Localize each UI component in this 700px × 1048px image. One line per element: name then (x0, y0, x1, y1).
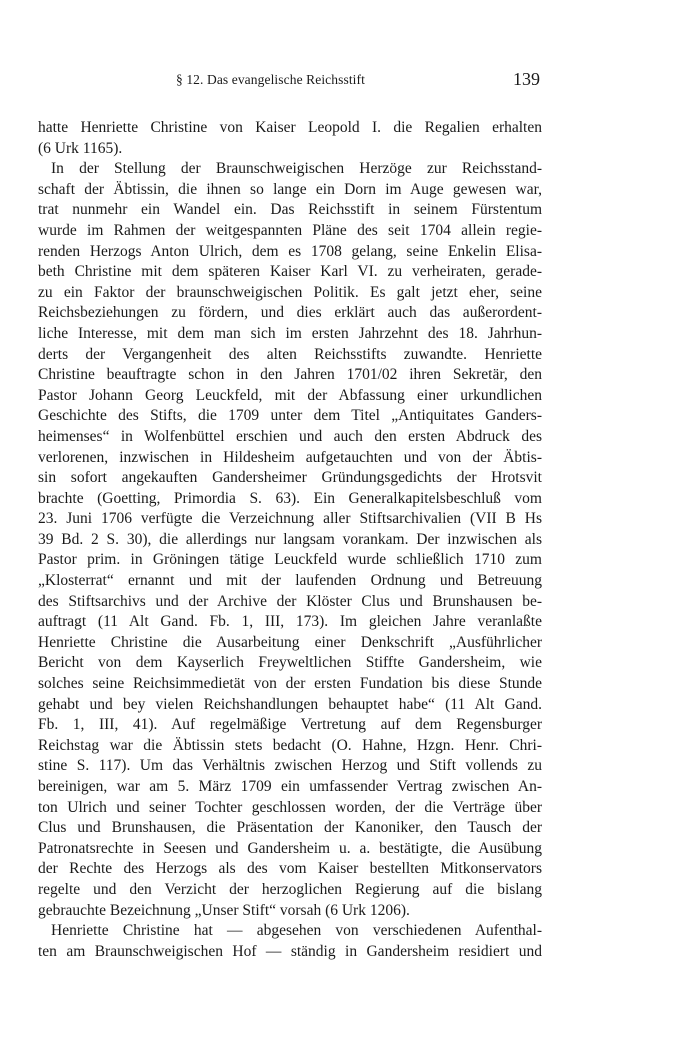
text-line: heimenses“ in Wolfenbüttel erschien und auch den ersten Abdruck des (38, 427, 542, 445)
body-text (38, 118, 542, 962)
text-line: gehabt und bey vielen Reichshandlungen behauptet habe“ (11 Alt Gand. (38, 695, 542, 713)
text-line: In der Stellung der Braunschweigischen Herzöge zur Reichsstand- (51, 160, 542, 178)
running-title: § 12. Das evangelische Reichsstift (176, 72, 365, 87)
text-line: solches seine Reichsimmedietät von der ersten Fundation bis diese Stunde (38, 675, 542, 693)
text-line: ten am Braunschweigischen Hof — ständig in Gandersheim residiert und (38, 942, 542, 960)
text-line: renden Herzogs Anton Ulrich, dem es 1708 gelang, seine Enkelin Elisa- (38, 242, 542, 260)
text-line: des Stiftsarchivs und der Archive der Klöster Clus und Brunshausen be- (38, 592, 542, 610)
text-line: derts der Vergangenheit des alten Reichsstifts zuwandte. Henriette (38, 345, 542, 363)
text-line: Reichstag war die Äbtissin stets bedacht (O. Hahne, Hzgn. Henr. Chri- (38, 736, 542, 754)
text-line: Pastor Johann Georg Leuckfeld, mit der Abfassung einer urkundlichen (38, 386, 542, 404)
text-line: bereinigen, war am 5. März 1709 ein umfassender Vertrag zwischen An- (38, 778, 542, 795)
text-line: beth Christine mit dem späteren Kaiser Karl VI. zu verheiraten, gerade- (38, 263, 542, 281)
text-line: auftragt (11 Alt Gand. Fb. 1, III, 173). Im gleichen Jahre veranlaßte (38, 613, 542, 631)
page-number: 139 (513, 69, 540, 89)
text-line: 39 Bd. 2 S. 30), die allerdings nur langsam vorankam. Der inzwischen als (38, 530, 542, 548)
text-line: Reichsbeziehungen zu fördern, und dies erklärt auch das außerordent- (38, 304, 542, 322)
text-line: wurde im Rahmen der weitgespannten Pläne des seit 1704 allein regie- (38, 221, 542, 239)
text-line: stine S. 117). Um das Verhältnis zwischen Herzog und Stift vollends zu (38, 757, 542, 775)
running-head (0, 69, 700, 92)
text-line: (6 Urk 1165). (38, 139, 123, 157)
text-line: Henriette Christine hat — abgesehen von verschiedenen Aufenthal- (51, 922, 542, 940)
text-line: Bericht von dem Kayserlich Freyweltlichen Stiffte Gandersheim, wie (38, 654, 542, 672)
text-line: sin sofort angekauften Gandersheimer Gründungsgedichts der Hrotsvit (38, 469, 542, 487)
text-line: „Klosterrat“ ernannt und mit der laufenden Ordnung und Betreuung (38, 572, 542, 590)
text-line: Henriette Christine die Ausarbeitung einer Denkschrift „Ausführlicher (38, 633, 542, 651)
text-line: ton Ulrich und seiner Tochter geschlossen worden, der die Verträge über (38, 798, 542, 816)
text-line: schaft der Äbtissin, die ihnen so lange ein Dorn im Auge gewesen war, (38, 180, 542, 198)
text-line: trat nunmehr ein Wandel ein. Das Reichsstift in seinem Fürstentum (38, 201, 542, 219)
text-line: hatte Henriette Christine von Kaiser Leopold I. die Regalien erhalten (38, 119, 542, 136)
text-line: regelte und den Verzicht der herzoglichen Regierung auf die bislang (38, 880, 542, 898)
text-line: verlorenen, inzwischen in Hildesheim aufgetauchten und von der Äbtis- (38, 448, 542, 466)
text-line: Fb. 1, III, 41). Auf regelmäßige Vertretung auf dem Regensburger (38, 716, 542, 734)
text-line: brachte (Goetting, Primordia S. 63). Ein Generalkapitelsbeschluß vom (38, 489, 542, 507)
text-line: gebrauchte Bezeichnung „Unser Stift“ vorsah (6 Urk 1206). (38, 901, 410, 919)
text-line: Geschichte des Stifts, die 1709 unter dem Titel „Antiquitates Ganders- (38, 407, 542, 425)
text-line: der Rechte des Herzogs als des vom Kaiser bestellten Mitkonservators (38, 860, 542, 878)
text-line: Pastor prim. in Gröningen tätige Leuckfeld wurde schließlich 1710 zum (38, 551, 542, 569)
text-line: Christine beauftragte schon in den Jahren 1701/02 ihren Sekretär, den (38, 366, 542, 384)
text-line: Patronatsrechte in Seesen und Gandersheim u. a. bestätigte, die Ausübung (38, 839, 542, 857)
text-line: zu ein Faktor der braunschweigischen Politik. Es galt jetzt eher, seine (38, 283, 542, 301)
text-line: 23. Juni 1706 verfügte die Verzeichnung aller Stiftsarchivalien (VII B Hs (38, 510, 542, 528)
text-line: liche Interesse, mit dem man sich im ersten Jahrzehnt des 18. Jahrhun- (38, 324, 542, 342)
text-line: Clus und Brunshausen, die Präsentation der Kanoniker, den Tausch der (38, 819, 542, 837)
